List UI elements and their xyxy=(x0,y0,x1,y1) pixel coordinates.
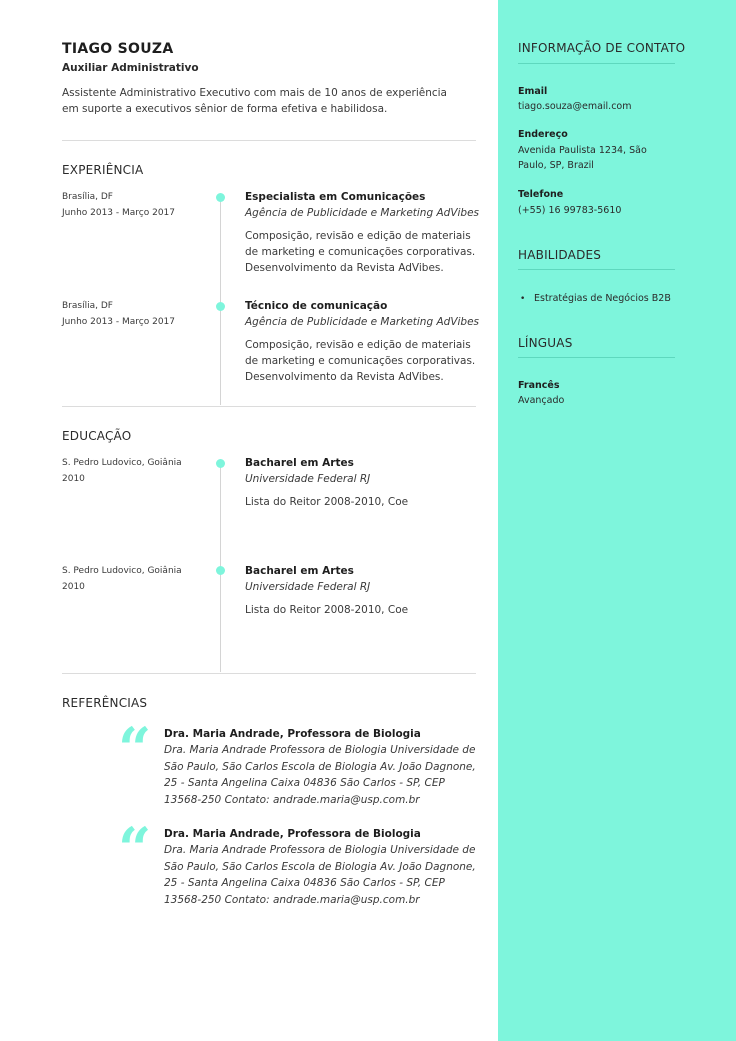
quote-icon: “ xyxy=(118,815,152,883)
education-meta xyxy=(62,455,182,487)
address-value: Avenida Paulista 1234, São Paulo, SP, Brazil xyxy=(518,145,647,171)
divider xyxy=(62,673,476,674)
timeline-dot xyxy=(216,193,225,202)
timeline-dot xyxy=(216,459,225,468)
sidebar xyxy=(498,0,736,1041)
reference-name: Dra. Maria Andrade, Professora de Biologia xyxy=(164,728,421,740)
experience-meta xyxy=(62,298,175,330)
email-label: Email xyxy=(518,86,548,97)
skill-label: Estratégias de Negócios B2B xyxy=(534,293,671,304)
experience-meta xyxy=(62,189,175,221)
phone-value: (+55) 16 99783-5610 xyxy=(518,205,622,216)
job-title: Auxiliar Administrativo xyxy=(62,62,199,74)
experience-role: Técnico de comunicação xyxy=(245,300,388,312)
quote-icon: “ xyxy=(118,715,152,783)
reference-details: Dra. Maria Andrade Professora de Biologia Universidade de São Paulo, São Carlos Escola de Biologia Av. João Dagnone, 25 - Santa Angelina Caixa 04836 São Carlos - SP, CEP 13568-250 Contato: andrade.maria@usp.com.br xyxy=(164,744,476,806)
experience-company: Agência de Publicidade e Marketing AdVibes xyxy=(245,207,480,219)
contact-title: INFORMAÇÃO DE CONTATO xyxy=(518,41,686,55)
language-name: Francês xyxy=(518,380,560,391)
education-year: 2010 xyxy=(62,474,85,484)
education-location: S. Pedro Ludovico, Goiânia xyxy=(62,458,182,468)
education-degree: Bacharel em Artes xyxy=(245,565,354,577)
education-description: Lista do Reitor 2008-2010, Coe xyxy=(245,604,409,616)
experience-location: Brasília, DF xyxy=(62,301,113,311)
experience-role: Especialista em Comunicações xyxy=(245,191,426,203)
reference-name: Dra. Maria Andrade, Professora de Biologia xyxy=(164,828,421,840)
sidebar-divider xyxy=(518,63,675,64)
timeline-dot xyxy=(216,302,225,311)
experience-timeline xyxy=(220,197,221,405)
skill-item xyxy=(520,291,690,307)
skills-title: HABILIDADES xyxy=(518,248,602,262)
education-school: Universidade Federal RJ xyxy=(245,473,371,485)
experience-location: Brasília, DF xyxy=(62,192,113,202)
experience-entry xyxy=(245,298,480,385)
education-location: S. Pedro Ludovico, Goiânia xyxy=(62,566,182,576)
timeline-dot xyxy=(216,566,225,575)
experience-title: EXPERIÊNCIA xyxy=(62,163,144,177)
candidate-name: TIAGO SOUZA xyxy=(62,41,174,57)
education-meta xyxy=(62,563,182,595)
sidebar-divider xyxy=(518,269,675,270)
experience-description: Composição, revisão e edição de materiais de marketing e comunicações corporativas. Desenvolvimento da Revista AdVibes. xyxy=(245,339,476,383)
reference-details: Dra. Maria Andrade Professora de Biologia Universidade de São Paulo, São Carlos Escola de Biologia Av. João Dagnone, 25 - Santa Angelina Caixa 04836 São Carlos - SP, CEP 13568-250 Contato: andrade.maria@usp.com.br xyxy=(164,844,476,906)
experience-company: Agência de Publicidade e Marketing AdVibes xyxy=(245,316,480,328)
bullet-icon: • xyxy=(520,294,526,304)
language-level: Avançado xyxy=(518,395,565,406)
sidebar-divider xyxy=(518,357,675,358)
education-year: 2010 xyxy=(62,582,85,592)
education-entry xyxy=(245,563,480,618)
email-value[interactable]: tiago.souza@email.com xyxy=(518,101,632,112)
summary: Assistente Administrativo Executivo com mais de 10 anos de experiência em suporte a executivos sênior de forma efetiva e habilidosa. xyxy=(62,87,447,115)
address-label: Endereço xyxy=(518,129,568,140)
experience-description: Composição, revisão e edição de materiais de marketing e comunicações corporativas. Desenvolvimento da Revista AdVibes. xyxy=(245,230,476,274)
education-description: Lista do Reitor 2008-2010, Coe xyxy=(245,496,409,508)
experience-entry xyxy=(245,189,480,276)
references-title: REFERÊNCIAS xyxy=(62,696,148,710)
education-degree: Bacharel em Artes xyxy=(245,457,354,469)
education-entry xyxy=(245,455,480,510)
education-school: Universidade Federal RJ xyxy=(245,581,371,593)
languages-title: LÍNGUAS xyxy=(518,336,573,350)
divider xyxy=(62,406,476,407)
phone-label: Telefone xyxy=(518,189,564,200)
experience-dates: Junho 2013 - Março 2017 xyxy=(62,208,176,218)
divider xyxy=(62,140,476,141)
experience-dates: Junho 2013 - Março 2017 xyxy=(62,317,176,327)
education-title: EDUCAÇÃO xyxy=(62,429,132,443)
